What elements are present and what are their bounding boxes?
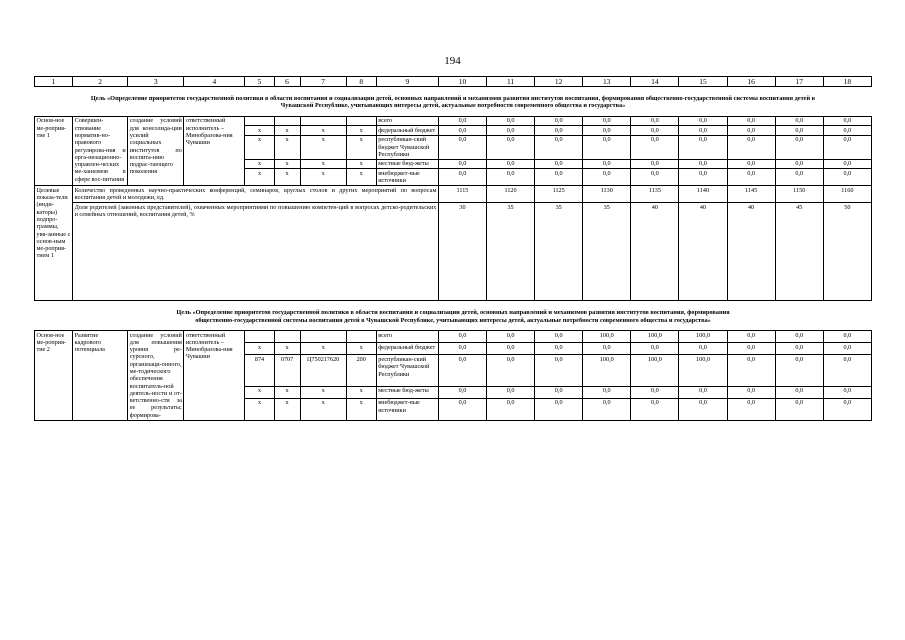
amount-cell: 0,0 (727, 159, 775, 168)
amount-cell: 0,0 (823, 330, 871, 342)
funding-source: всего (376, 116, 438, 125)
code-target-article: х (300, 386, 346, 398)
header-cell: 1 (35, 77, 73, 87)
goal-row (35, 87, 872, 117)
code-expense-type: х (346, 343, 376, 355)
indicator-row (35, 186, 872, 203)
header-cell: 5 (245, 77, 274, 87)
amount-cell: 0,0 (775, 330, 823, 342)
funding-source: местные бюд-жеты (376, 386, 438, 398)
amount-cell: 0,0 (679, 386, 727, 398)
amount-cell: 0,0 (535, 116, 583, 125)
indicator-value: 30 (438, 202, 486, 300)
amount-cell: 0,0 (823, 386, 871, 398)
event-goal: создание условий для консолида-ции усилий социальных институтов по воспита-нию подрас-тающего поколения (128, 116, 184, 185)
amount-cell: 100,0 (583, 355, 631, 386)
amount-cell: 0,0 (727, 116, 775, 125)
amount-cell: 0,0 (823, 116, 871, 125)
header-cell: 6 (274, 77, 300, 87)
header-cell: 4 (184, 77, 245, 87)
amount-cell: 0,0 (775, 398, 823, 420)
indicator-value: 35 (535, 202, 583, 300)
amount-cell: 0,0 (631, 169, 679, 186)
amount-cell: 0,0 (535, 126, 583, 135)
amount-cell: 0,0 (823, 343, 871, 355)
code-target-article (300, 116, 346, 125)
amount-cell: 0,0 (487, 159, 535, 168)
amount-cell: 0,0 (775, 169, 823, 186)
indicator-value: 1115 (438, 186, 486, 203)
code-expense-type: х (346, 386, 376, 398)
amount-cell: 0,0 (438, 330, 486, 342)
code-expense-type: х (346, 169, 376, 186)
amount-cell: 0,0 (535, 159, 583, 168)
responsible-executor: ответственный исполнитель – Минобразова-ния Чувашии (184, 330, 245, 420)
header-cell: 16 (727, 77, 775, 87)
header-cell: 10 (438, 77, 486, 87)
responsible-executor: ответственный исполнитель – Минобразова-ния Чувашии (184, 116, 245, 185)
code-target-article: х (300, 398, 346, 420)
funding-source: всего (376, 330, 438, 342)
funding-source: федеральный бюджет (376, 343, 438, 355)
indicators-label: Целевые показа-тели (инди-каторы) подпро-граммы, увя-занные с основ-ным ме-роприя-тием 1 (35, 186, 73, 301)
indicator-value: 1125 (535, 186, 583, 203)
financing-row (35, 330, 872, 342)
indicator-value: 40 (679, 202, 727, 300)
amount-cell: 0,0 (583, 126, 631, 135)
amount-cell: 0,0 (727, 386, 775, 398)
amount-cell: 100,0 (631, 355, 679, 386)
code-target-article: х (300, 126, 346, 135)
header-cell: 9 (376, 77, 438, 87)
amount-cell: 0,0 (727, 355, 775, 386)
amount-cell: 0,0 (487, 330, 535, 342)
event-name: Совершен-ствование норматив-но-правового регулирова-ния и орга-низационно-управлен-ческих ме-ханизмов в сфере вос-питания (73, 116, 128, 185)
indicator-value: 45 (775, 202, 823, 300)
header-cell: 13 (583, 77, 631, 87)
indicator-value: 40 (727, 202, 775, 300)
indicator-text: Доля родителей (законных представителей), охваченных мероприятиями по повышению компетен-ций в вопросах детско-родительских и семейных отношений, воспитания детей, % (73, 202, 439, 300)
amount-cell: 0,0 (679, 159, 727, 168)
financing-row (35, 116, 872, 125)
amount-cell: 0,0 (679, 398, 727, 420)
header-cell: 14 (631, 77, 679, 87)
indicator-value: 35 (583, 202, 631, 300)
code-section (274, 116, 300, 125)
amount-cell: 0,0 (438, 398, 486, 420)
amount-cell: 0,0 (487, 169, 535, 186)
code-grbs: х (245, 343, 274, 355)
amount-cell: 0,0 (823, 169, 871, 186)
amount-cell: 0,0 (583, 135, 631, 159)
amount-cell: 100,0 (679, 330, 727, 342)
amount-cell: 0,0 (823, 135, 871, 159)
amount-cell: 0,0 (631, 398, 679, 420)
indicator-value: 1120 (487, 186, 535, 203)
amount-cell: 0,0 (823, 159, 871, 168)
amount-cell: 0,0 (679, 343, 727, 355)
code-grbs: х (245, 386, 274, 398)
amount-cell: 0,0 (487, 116, 535, 125)
amount-cell: 0,0 (823, 355, 871, 386)
indicator-value: 1135 (631, 186, 679, 203)
code-section: х (274, 386, 300, 398)
amount-cell: 0,0 (775, 135, 823, 159)
code-section: х (274, 343, 300, 355)
amount-cell: 0,0 (775, 343, 823, 355)
code-grbs (245, 116, 274, 125)
amount-cell: 0,0 (583, 398, 631, 420)
funding-source: республикан-ский бюджет Чувашской Республики (376, 355, 438, 386)
code-target-article: х (300, 343, 346, 355)
amount-cell: 0,0 (487, 398, 535, 420)
amount-cell: 0,0 (775, 386, 823, 398)
event-label: Основ-ное ме-роприя-тие 1 (35, 116, 73, 185)
amount-cell: 0,0 (487, 135, 535, 159)
amount-cell: 0,0 (487, 126, 535, 135)
goal-text: Цель «Определение приоритетов государственной политики в области воспитания и социализации детей, основных направлений и механизмов развития институтов воспитания, формирования общественно-государственной системы воспитания детей в Чувашской Республике, учитывающих интересы детей, актуальные потребности современного общества и государства» (176, 309, 730, 324)
amount-cell: 0,0 (487, 343, 535, 355)
funding-source: местные бюд-жеты (376, 159, 438, 168)
code-section: х (274, 126, 300, 135)
indicator-value: 1130 (583, 186, 631, 203)
indicator-row (35, 202, 872, 300)
amount-cell: 0,0 (438, 159, 486, 168)
code-expense-type: х (346, 135, 376, 159)
indicator-value: 1145 (727, 186, 775, 203)
amount-cell: 0,0 (535, 343, 583, 355)
amount-cell: 0,0 (631, 135, 679, 159)
amount-cell: 0,0 (438, 126, 486, 135)
amount-cell: 0,0 (438, 355, 486, 386)
code-target-article (300, 330, 346, 342)
code-grbs (245, 330, 274, 342)
indicator-value: 50 (823, 202, 871, 300)
code-expense-type: х (346, 159, 376, 168)
code-target-article: х (300, 159, 346, 168)
amount-cell: 100,0 (679, 355, 727, 386)
amount-cell: 0,0 (438, 116, 486, 125)
amount-cell: 0,0 (631, 343, 679, 355)
header-cell: 7 (300, 77, 346, 87)
code-expense-type (346, 116, 376, 125)
indicator-value: 1150 (775, 186, 823, 203)
amount-cell: 0,0 (775, 159, 823, 168)
budget-table (34, 76, 872, 421)
amount-cell: 0,0 (583, 159, 631, 168)
amount-cell: 0,0 (631, 386, 679, 398)
amount-cell: 0,0 (438, 169, 486, 186)
amount-cell: 0,0 (535, 330, 583, 342)
header-cell: 12 (535, 77, 583, 87)
header-row (35, 77, 872, 87)
amount-cell: 0,0 (535, 169, 583, 186)
amount-cell: 0,0 (679, 169, 727, 186)
goal-row (35, 301, 872, 331)
header-cell: 17 (775, 77, 823, 87)
funding-source: федеральный бюджет (376, 126, 438, 135)
amount-cell: 0,0 (631, 116, 679, 125)
code-expense-type: х (346, 126, 376, 135)
funding-source: внебюджет-ные источники (376, 398, 438, 420)
amount-cell: 0,0 (535, 386, 583, 398)
header-cell: 15 (679, 77, 727, 87)
amount-cell: 0,0 (775, 355, 823, 386)
amount-cell: 0,0 (679, 116, 727, 125)
funding-source: внебюджет-ные источники (376, 169, 438, 186)
code-section: х (274, 398, 300, 420)
amount-cell: 0,0 (727, 135, 775, 159)
amount-cell: 0,0 (775, 116, 823, 125)
page-number: 194 (444, 55, 461, 67)
indicator-value: 35 (487, 202, 535, 300)
amount-cell: 0,0 (487, 386, 535, 398)
amount-cell: 0,0 (631, 126, 679, 135)
code-section: х (274, 169, 300, 186)
code-section: х (274, 135, 300, 159)
amount-cell: 0,0 (583, 116, 631, 125)
amount-cell: 0,0 (535, 355, 583, 386)
indicator-text: Количество проведенных научно-практических конференций, семинаров, круглых столов и других мероприятий по вопросам воспитания детей и молодежи, ед. (74, 186, 437, 202)
header-cell: 11 (487, 77, 535, 87)
code-expense-type (346, 330, 376, 342)
amount-cell: 100,0 (631, 330, 679, 342)
code-expense-type: 200 (346, 355, 376, 386)
amount-cell: 0,0 (535, 398, 583, 420)
amount-cell: 0,0 (679, 135, 727, 159)
code-target-article: х (300, 135, 346, 159)
amount-cell: 0,0 (775, 126, 823, 135)
header-cell: 18 (823, 77, 871, 87)
amount-cell: 0,0 (438, 135, 486, 159)
amount-cell: 0,0 (438, 386, 486, 398)
code-section: 0707 (274, 355, 300, 386)
indicator-value: 1140 (679, 186, 727, 203)
code-grbs: х (245, 135, 274, 159)
amount-cell: 0,0 (583, 343, 631, 355)
document-page (34, 76, 872, 421)
code-expense-type: х (346, 398, 376, 420)
amount-cell: 0,0 (727, 169, 775, 186)
amount-cell: 0,0 (583, 386, 631, 398)
amount-cell: 0,0 (583, 169, 631, 186)
amount-cell: 0,0 (487, 355, 535, 386)
code-target-article: х (300, 169, 346, 186)
amount-cell: 0,0 (438, 343, 486, 355)
amount-cell: 0,0 (535, 135, 583, 159)
amount-cell: 0,0 (727, 343, 775, 355)
amount-cell: 0,0 (823, 126, 871, 135)
header-cell: 2 (73, 77, 128, 87)
funding-source: республикан-ский бюджет Чувашской Республики (376, 135, 438, 159)
code-section: х (274, 159, 300, 168)
event-name: Развитие кадрового потенциала (73, 330, 128, 420)
goal-text: Цель «Определение приоритетов государственной политики в области воспитания и социализации детей, основных направлений и механизмов развития институтов воспитания, формирования общественно-государственной системы воспитания детей в Чувашской Республике, учитывающих интересы детей, актуальные потребности современного общества и государства» (90, 95, 816, 110)
amount-cell: 0,0 (727, 126, 775, 135)
header-cell: 8 (346, 77, 376, 87)
code-grbs: х (245, 398, 274, 420)
code-grbs: х (245, 159, 274, 168)
code-grbs: х (245, 169, 274, 186)
amount-cell: 0,0 (727, 398, 775, 420)
code-section (274, 330, 300, 342)
code-grbs: х (245, 126, 274, 135)
header-cell: 3 (128, 77, 184, 87)
code-grbs: 874 (245, 355, 274, 386)
amount-cell: 0,0 (823, 398, 871, 420)
event-goal: создание условий для повышения уровня ре-сурсного, организаци-онного, ме-тодического обеспечения воспитатель-ной деятель-ности и от-ветственно-сти за ее результаты; формирова- (129, 331, 182, 419)
amount-cell: 0,0 (631, 159, 679, 168)
amount-cell: 100,0 (583, 330, 631, 342)
indicator-value: 1160 (823, 186, 871, 203)
amount-cell: 0,0 (679, 126, 727, 135)
amount-cell: 0,0 (727, 330, 775, 342)
code-target-article: Ц750217620 (300, 355, 346, 386)
event-label: Основ-ное ме-роприя-тие 2 (35, 330, 73, 420)
indicator-value: 40 (631, 202, 679, 300)
